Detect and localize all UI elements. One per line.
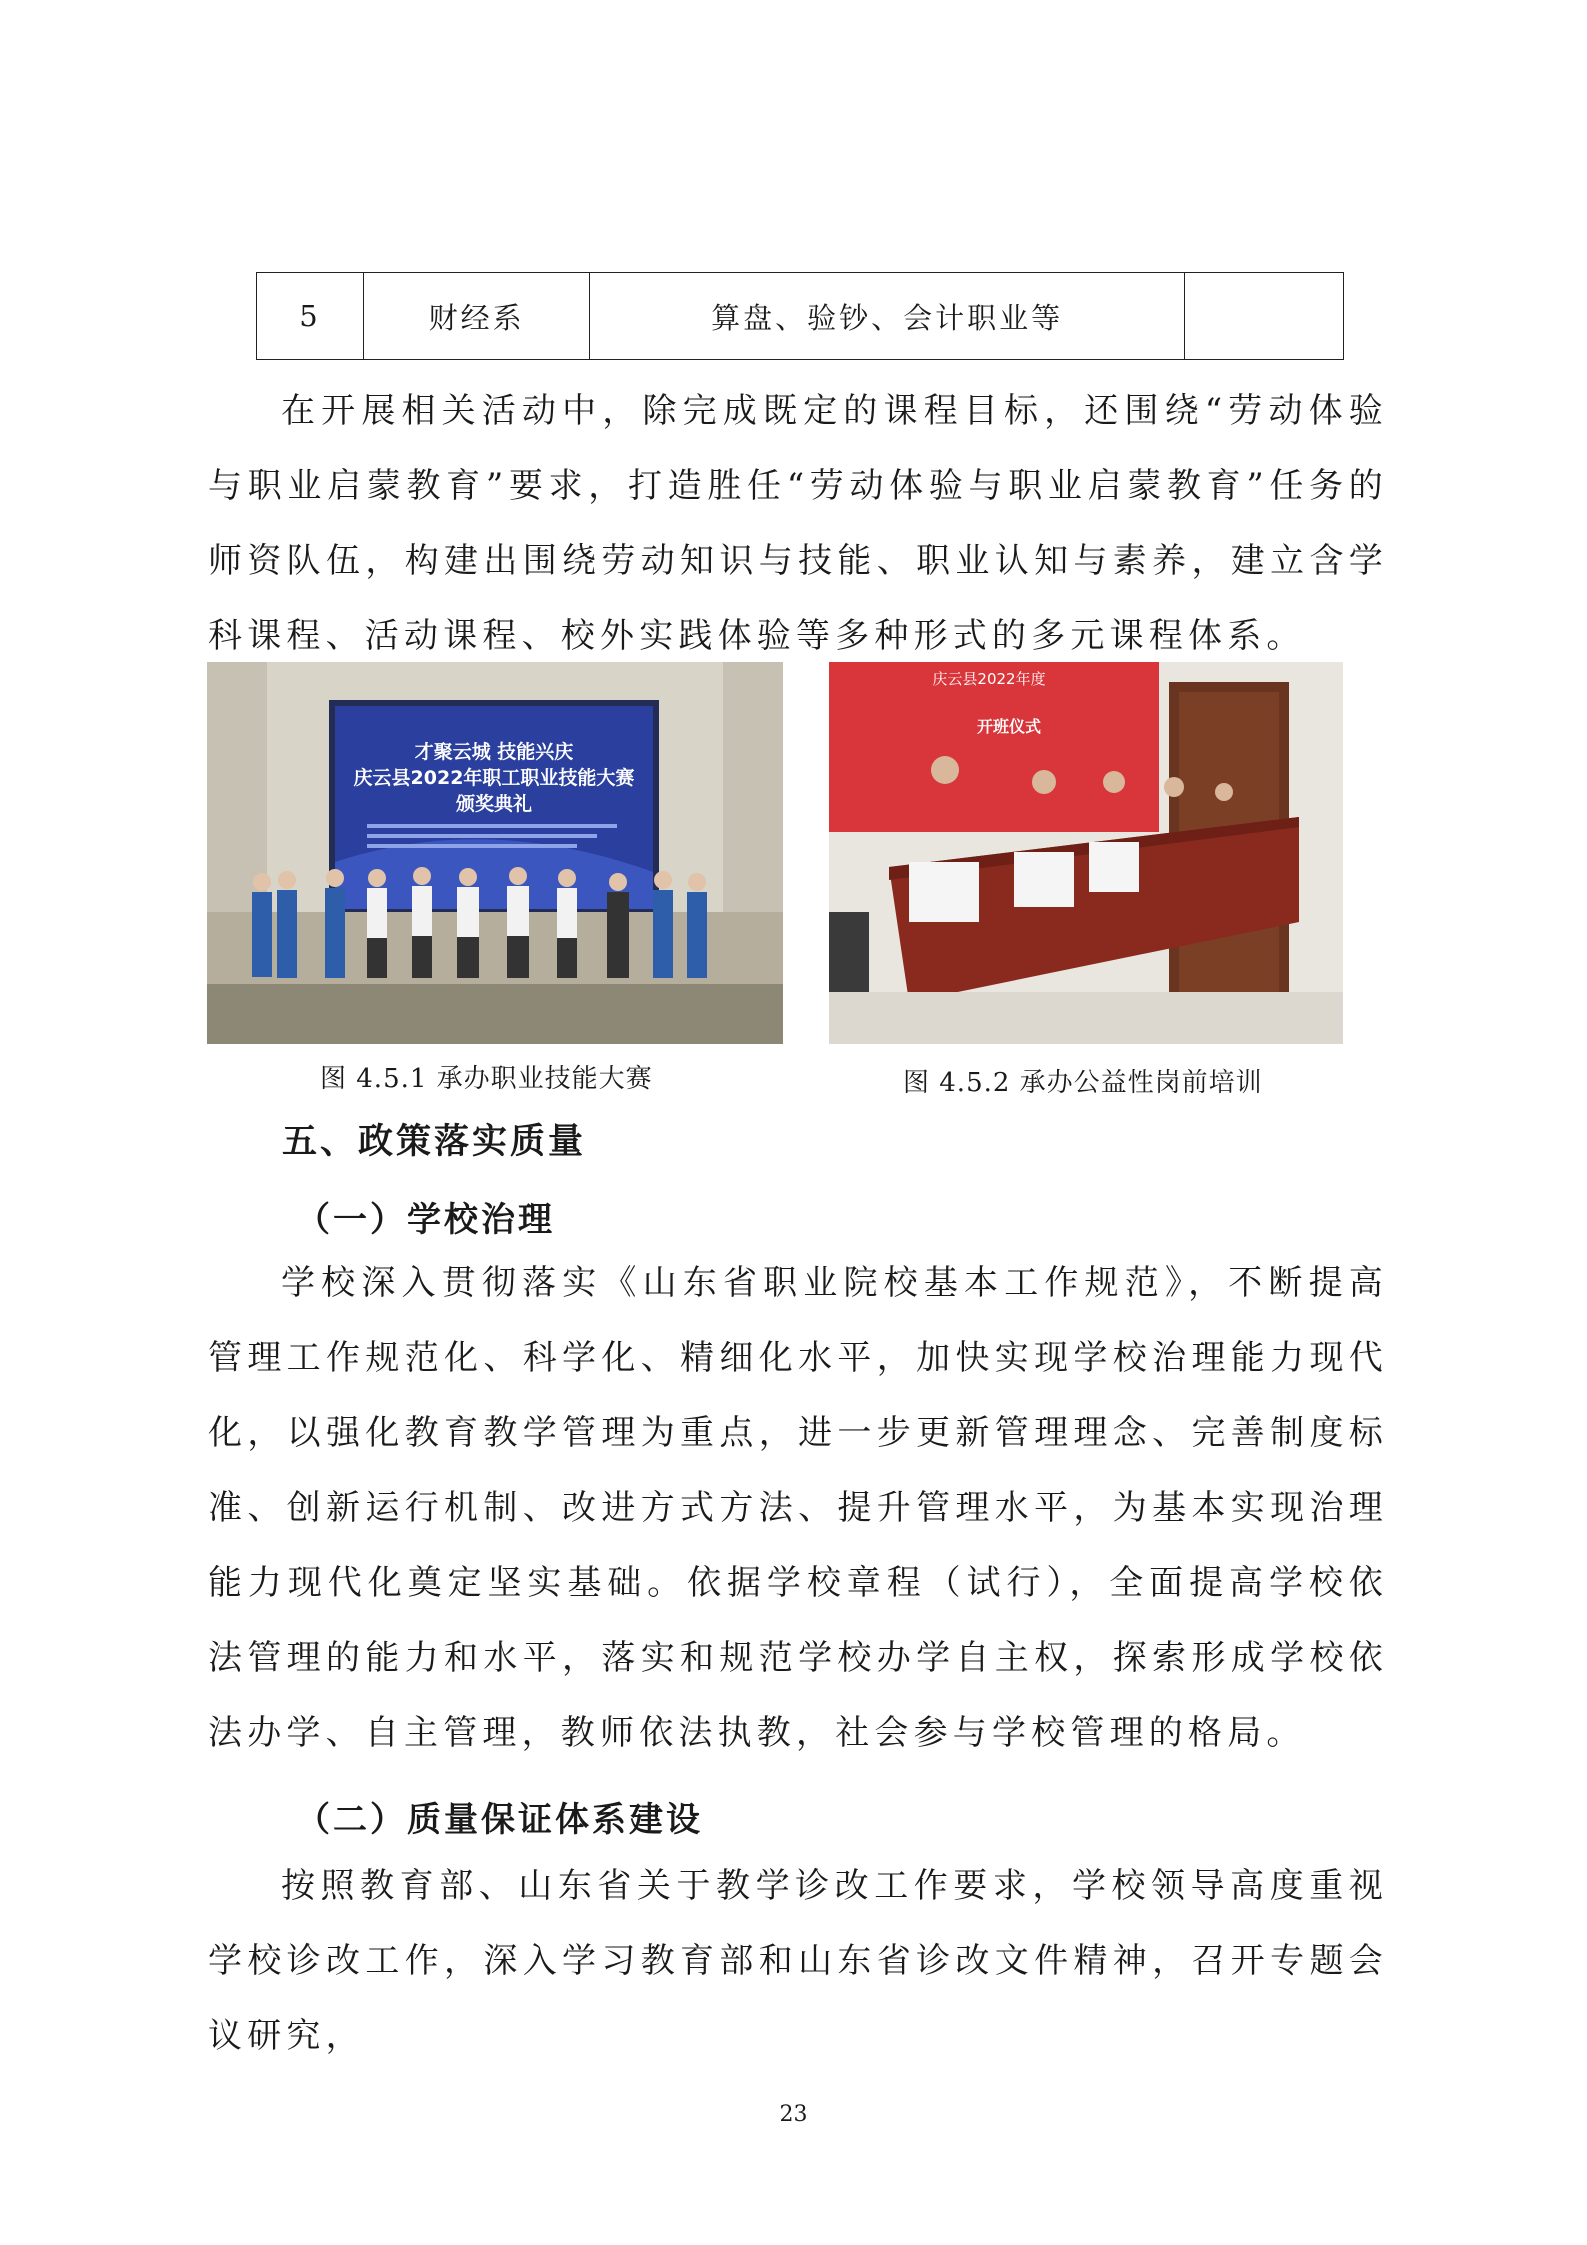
training-opening-image xyxy=(829,662,1343,1044)
page-number: 23 xyxy=(779,2102,808,2127)
paragraph-activities: 在开展相关活动中，除完成既定的课程目标，还围绕“劳动体验与职业启蒙教育”要求，打造胜任“劳动体验与职业启蒙教育”任务的师资队伍，构建出围绕劳动知识与技能、职业认知与素养，建立含学科课程、活动课程、校外实践体验等多种形式的多元课程体系。 xyxy=(208,391,1388,656)
table-cell-empty xyxy=(1185,273,1344,360)
figure-2-photo xyxy=(829,662,1343,1044)
award-ceremony-image xyxy=(207,662,783,1044)
subheading-quality-assurance: （二）质量保证体系建设 xyxy=(296,1800,703,1840)
table-cell-content: 算盘、验钞、会计职业等 xyxy=(590,273,1185,360)
screen-title-line2: 庆云县2022年职工职业技能大赛 xyxy=(353,767,635,789)
paragraph-quality: 按照教育部、山东省关于教学诊改工作要求，学校领导高度重视学校诊改工作，深入学习教育部和山东省诊改文件精神，召开专题会议研究， xyxy=(208,1866,1388,2056)
paragraph-governance: 学校深入贯彻落实《山东省职业院校基本工作规范》，不断提高管理工作规范化、科学化、精细化水平，加快实现学校治理能力现代化，以强化教育教学管理为重点，进一步更新管理理念、完善制度标准、创新运行机制、改进方式方法、提升管理水平，为基本实现治理能力现代化奠定坚实基础。依据学校章程（试行），全面提高学校依法管理的能力和水平，落实和规范学校办学自主权，探索形成学校依法办学、自主管理，教师依法执教，社会参与学校管理的格局。 xyxy=(208,1263,1388,1753)
course-table xyxy=(256,272,1344,360)
banner-line1: 庆云县2022年度 xyxy=(932,670,1046,688)
table-cell-dept: 财经系 xyxy=(363,273,589,360)
figure-1-caption: 图 4.5.1 承办职业技能大赛 xyxy=(320,1064,653,1094)
table-cell-no: 5 xyxy=(257,273,364,360)
banner-line2: 开班仪式 xyxy=(976,717,1042,736)
section-heading: 五、政策落实质量 xyxy=(282,1122,587,1162)
subheading-school-governance: （一）学校治理 xyxy=(296,1200,555,1240)
figure-1-photo xyxy=(207,662,783,1044)
figure-2-caption: 图 4.5.2 承办公益性岗前培训 xyxy=(903,1068,1263,1098)
table-row xyxy=(257,273,1344,360)
screen-title-line3: 颁奖典礼 xyxy=(455,793,533,815)
screen-title-line1: 才聚云城 技能兴庆 xyxy=(414,741,574,763)
